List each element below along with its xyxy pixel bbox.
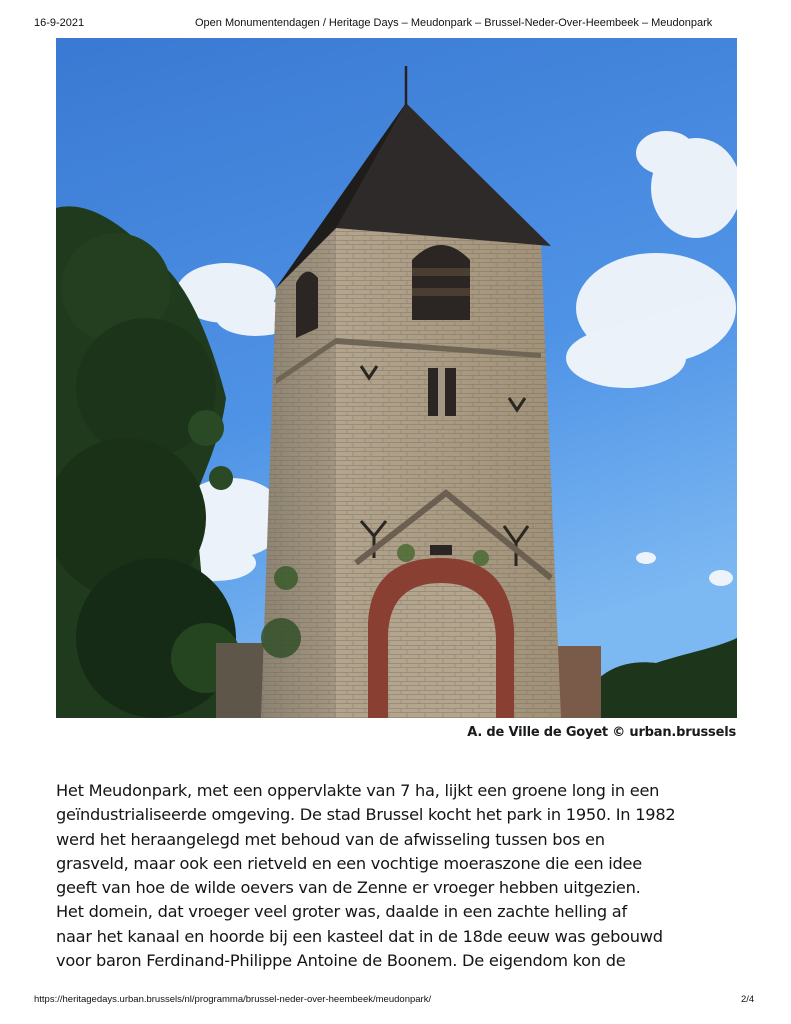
print-date: 16-9-2021 [34,17,85,29]
page-url[interactable]: https://heritagedays.urban.brussels/nl/programma/brussel-neder-over-heembeek/meudonpark/ [34,994,432,1005]
article-line: Het domein, dat vroeger veel groter was, daalde in een zachte helling af [56,902,627,922]
article-line: geïndustrialiseerde omgeving. De stad Brussel kocht het park in 1950. In 1982 [56,805,676,825]
article-line: Het Meudonpark, met een oppervlakte van 7 ha, lijkt een groene long in een [56,781,660,800]
tower-photo [56,38,737,718]
article-line: voor baron Ferdinand-Philippe Antoine de Boonem. De eigendom kon de [56,951,626,971]
article-line: grasveld, maar ook een rietveld en een vochtige moeraszone die een idee [56,853,642,873]
article-line: naar het kanaal en hoorde bij een kasteel dat in de 18de eeuw was gebouwd [56,926,663,946]
photo-caption: A. de Ville de Goyet © urban.brussels [467,725,736,740]
page-title: Open Monumentendagen / Heritage Days – Meudonpark – Brussel-Neder-Over-Heembeek – Meudonpark [195,17,713,29]
article-line: werd het heraangelegd met behoud van de afwisseling tussen bos en [56,829,605,849]
article-line: geeft van hoe de wilde oevers van de Zenne er vroeger hebben uitgezien. [56,878,641,898]
page-number: 2/4 [741,994,755,1005]
article-body [56,779,746,973]
